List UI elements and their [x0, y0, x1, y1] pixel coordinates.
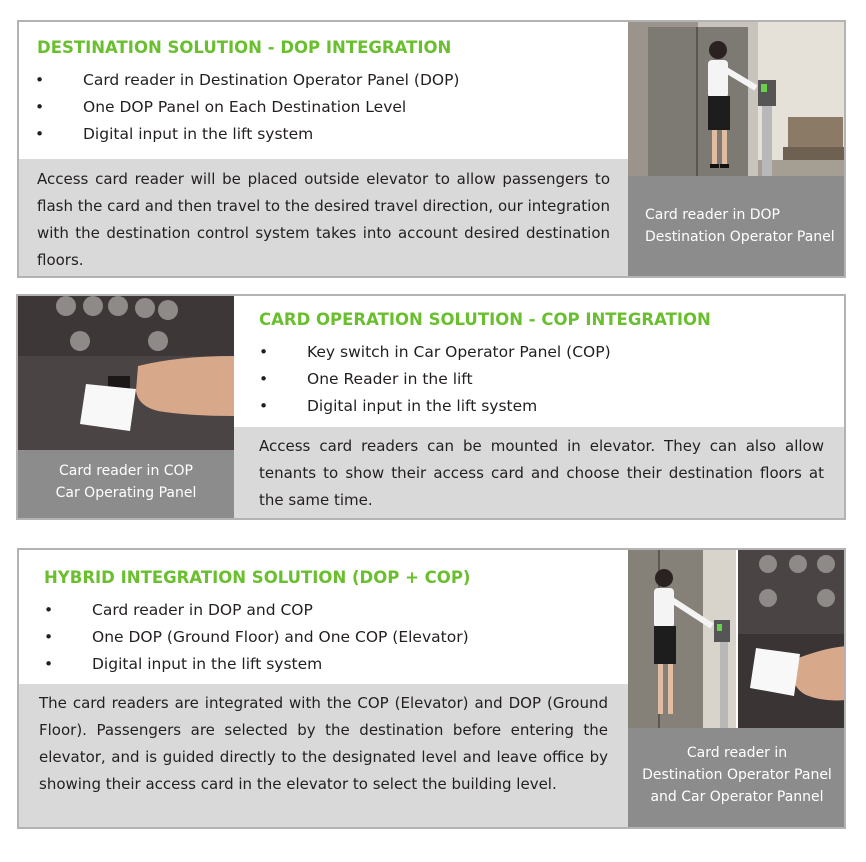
hand-with-card-illustration [18, 296, 234, 450]
description-text: The card readers are integrated with the COP (Elevator) and DOP (Ground Floor). Passengers are selected by the destination before entering the elevator, and is guided directly to the designated level and leave office by showing their access card in the elevator to select the building level. [39, 694, 608, 793]
description-box [234, 427, 846, 520]
bullet-icon: • [35, 98, 45, 116]
list-item: • Card reader in DOP and COP [44, 597, 469, 624]
cop-photo [18, 296, 234, 450]
description-text: Access card reader will be placed outside elevator to allow passengers to flash the card and then travel to the desired travel direction, our integration with the destination control system takes into account desired destination floors. [37, 170, 610, 269]
section-title: HYBRID INTEGRATION SOLUTION (DOP + COP) [44, 568, 471, 587]
woman-at-dop-illustration [628, 550, 736, 728]
section-hybrid [17, 548, 846, 829]
bullet-icon: • [44, 628, 54, 646]
section-title: DESTINATION SOLUTION - DOP INTEGRATION [37, 38, 452, 57]
dop-photo [628, 22, 846, 176]
list-item: • Key switch in Car Operator Panel (COP) [259, 339, 611, 366]
photo-caption: Card reader in Destination Operator Panel and Car Operator Pannel [628, 728, 846, 829]
photo-caption: Card reader in DOP Destination Operator Panel [628, 176, 846, 278]
list-item: • Digital input in the lift system [259, 393, 611, 420]
bullet-icon: • [44, 655, 54, 673]
bullet-icon: • [259, 397, 269, 415]
bullet-list [259, 339, 611, 420]
cop-photo [738, 550, 846, 728]
list-item: • Digital input in the lift system [44, 651, 469, 678]
section-dop [17, 20, 846, 278]
bullet-list [44, 597, 469, 678]
bullet-icon: • [259, 343, 269, 361]
section-cop [16, 294, 846, 520]
description-box [19, 684, 628, 829]
bullet-icon: • [259, 370, 269, 388]
list-item: • One DOP (Ground Floor) and One COP (Elevator) [44, 624, 469, 651]
section-title: CARD OPERATION SOLUTION - COP INTEGRATION [259, 310, 711, 329]
description-text: Access card readers can be mounted in elevator. They can also allow tenants to show their access card and choose their destination floors at the same time. [259, 437, 824, 509]
dop-photo [628, 550, 736, 728]
woman-at-dop-illustration [628, 22, 846, 176]
list-item: • Card reader in Destination Operator Panel (DOP) [35, 67, 459, 94]
list-item: • One Reader in the lift [259, 366, 611, 393]
bullet-icon: • [35, 125, 45, 143]
description-box [19, 159, 628, 278]
photo-caption: Card reader in COP Car Operating Panel [18, 450, 234, 520]
list-item: • One DOP Panel on Each Destination Level [35, 94, 459, 121]
bullet-list [35, 67, 459, 148]
bullet-icon: • [44, 601, 54, 619]
hand-with-card-illustration [738, 550, 846, 728]
bullet-icon: • [35, 71, 45, 89]
list-item: • Digital input in the lift system [35, 121, 459, 148]
